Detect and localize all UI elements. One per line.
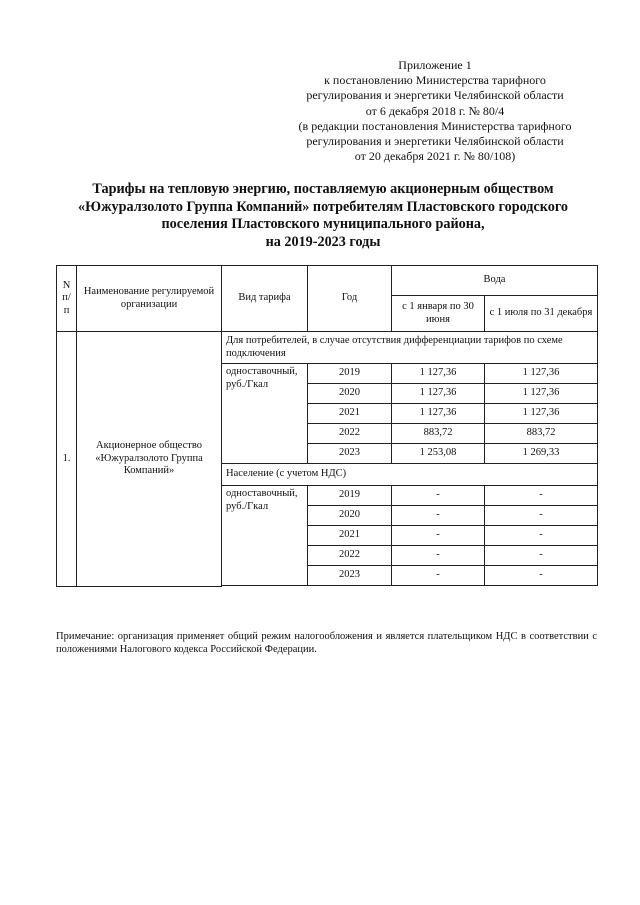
year-cell: 2023 [308, 444, 392, 464]
value-cell: 1 269,33 [485, 444, 598, 464]
value-cell: 1 127,36 [392, 404, 485, 424]
value-cell: - [485, 486, 598, 506]
tariff-type-cell: одноставочный, руб./Гкал [222, 486, 308, 586]
value-cell: - [392, 546, 485, 566]
section-heading: Население (с учетом НДС) [222, 464, 598, 486]
value-cell: - [392, 566, 485, 586]
title-line: на 2019-2023 годы [265, 233, 381, 250]
appendix-line: (в редакции постановления Министерства тарифного [298, 118, 572, 133]
year-cell: 2021 [308, 404, 392, 424]
header-water: Вода [392, 266, 598, 296]
year-cell: 2019 [308, 364, 392, 384]
value-cell: - [392, 506, 485, 526]
value-cell: 883,72 [485, 424, 598, 444]
title-line: поселения Пластовского муниципального района, [161, 216, 485, 233]
value-cell: - [485, 546, 598, 566]
appendix-line: от 20 декабря 2021 г. № 80/108) [354, 149, 516, 164]
header-organization: Наименование регулируемой организации [77, 266, 222, 332]
header-period-1: с 1 января по 30 июня [392, 296, 485, 332]
tariff-table [56, 265, 598, 587]
appendix-line: от 6 декабря 2018 г. № 80/4 [365, 103, 505, 118]
value-cell: 1 127,36 [485, 384, 598, 404]
tariff-type-cell: одноставочный, руб./Гкал [222, 364, 308, 464]
year-cell: 2021 [308, 526, 392, 546]
header-tariff-type: Вид тарифа [222, 266, 308, 332]
appendix-line: регулирования и энергетики Челябинской области [306, 88, 564, 103]
row-number: 1. [57, 332, 77, 587]
header-year: Год [308, 266, 392, 332]
value-cell: 883,72 [392, 424, 485, 444]
appendix-line: Приложение 1 [398, 58, 472, 72]
value-cell: - [392, 526, 485, 546]
document-title [40, 181, 606, 251]
section-heading: Для потребителей, в случае отсутствия дифференциации тарифов по схеме подключения [222, 332, 598, 364]
value-cell: - [485, 526, 598, 546]
year-cell: 2023 [308, 566, 392, 586]
year-cell: 2022 [308, 546, 392, 566]
appendix-line: регулирования и энергетики Челябинской области [306, 134, 564, 149]
value-cell: - [485, 566, 598, 586]
footnote: Примечание: организация применяет общий режим налогообложения и является плательщиком НДС в соответствии с положениями Налогового кодекса Российской Федерации. [56, 631, 597, 655]
year-cell: 2020 [308, 506, 392, 526]
year-cell: 2022 [308, 424, 392, 444]
value-cell: 1 127,36 [485, 364, 598, 384]
appendix-header [270, 58, 600, 164]
appendix-line: к постановлению Министерства тарифного [324, 73, 546, 88]
value-cell: 1 253,08 [392, 444, 485, 464]
value-cell: - [485, 506, 598, 526]
value-cell: 1 127,36 [485, 404, 598, 424]
year-cell: 2019 [308, 486, 392, 506]
year-cell: 2020 [308, 384, 392, 404]
organization-name: Акционерное общество «Южуралзолото Группа Компаний» [77, 332, 222, 587]
header-number: N п/п [57, 266, 77, 332]
header-period-2: с 1 июля по 31 декабря [485, 296, 598, 332]
title-line: «Южуралзолото Группа Компаний» потребителям Пластовского городского [77, 198, 569, 215]
title-line: Тарифы на тепловую энергию, поставляемую акционерным обществом [92, 181, 554, 197]
value-cell: 1 127,36 [392, 384, 485, 404]
value-cell: - [392, 486, 485, 506]
value-cell: 1 127,36 [392, 364, 485, 384]
